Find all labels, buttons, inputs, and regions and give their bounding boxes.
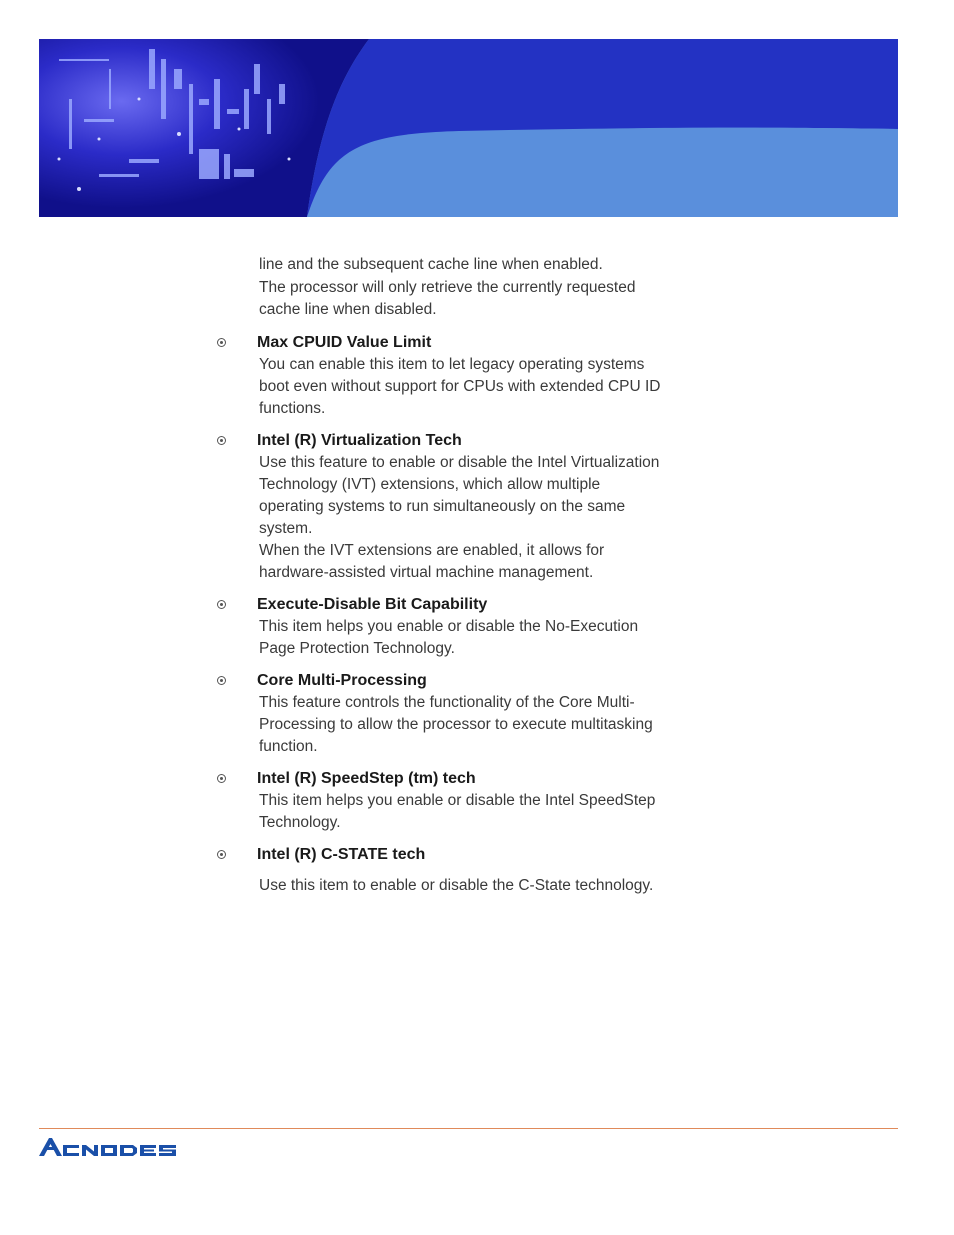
intro-line: cache line when disabled. <box>259 301 437 318</box>
acnodes-logo <box>39 1136 199 1158</box>
item-description <box>0 354 954 420</box>
description-line: Technology (IVT) extensions, which allow multiple <box>259 475 601 493</box>
item-description <box>0 452 954 584</box>
item-title: Intel (R) SpeedStep (tm) tech <box>257 769 476 787</box>
description-line: Page Protection Technology. <box>259 639 455 657</box>
bullet-icon <box>217 600 226 609</box>
item-description <box>0 875 954 897</box>
item-title: Intel (R) Virtualization Tech <box>257 431 462 449</box>
header-banner <box>39 39 898 217</box>
bullet-icon <box>217 338 226 347</box>
bullet-icon <box>217 774 226 783</box>
bios-item-max-cpuid <box>0 332 954 420</box>
description-line: system. <box>259 519 313 537</box>
bios-item-c-state <box>0 844 954 897</box>
description-line: operating systems to run simultaneously on the same <box>259 497 626 515</box>
bios-item-execute-disable <box>0 594 954 660</box>
description-line: This item helps you enable or disable the No-Execution <box>259 617 639 635</box>
bios-item-virtualization <box>0 430 954 584</box>
bullet-icon <box>217 850 226 859</box>
intro-line: The processor will only retrieve the currently requested <box>259 278 636 296</box>
page-content <box>0 254 954 897</box>
bios-item-core-multi-processing <box>0 670 954 758</box>
footer-divider <box>39 1128 898 1129</box>
description-line: You can enable this item to let legacy operating systems <box>259 355 645 373</box>
description-line: boot even without support for CPUs with extended CPU ID <box>259 377 661 395</box>
description-line: functions. <box>259 399 326 417</box>
bullet-icon <box>217 436 226 445</box>
item-title: Max CPUID Value Limit <box>257 333 432 351</box>
description-line: function. <box>259 737 318 755</box>
description-line: hardware-assisted virtual machine management. <box>259 563 594 581</box>
item-title: Execute-Disable Bit Capability <box>257 595 488 613</box>
bios-item-speedstep <box>0 768 954 834</box>
item-title: Intel (R) C-STATE tech <box>257 845 426 863</box>
bullet-icon <box>217 676 226 685</box>
intro-line: line and the subsequent cache line when enabled. <box>259 256 603 273</box>
description-line: Use this feature to enable or disable the Intel Virtualization <box>259 453 660 471</box>
item-title: Core Multi-Processing <box>257 671 427 689</box>
description-line: Use this item to enable or disable the C-State technology. <box>259 876 654 894</box>
description-line: Technology. <box>259 813 341 831</box>
description-line: Processing to allow the processor to execute multitasking <box>259 715 653 733</box>
item-description <box>0 790 954 834</box>
description-line: This item helps you enable or disable the Intel SpeedStep <box>259 791 656 809</box>
item-description <box>0 692 954 758</box>
item-description <box>0 616 954 660</box>
description-line: This feature controls the functionality of the Core Multi- <box>259 693 635 711</box>
intro-paragraph <box>259 254 729 322</box>
acnodes-logo-image <box>39 1136 199 1158</box>
circuit-board-image <box>39 39 898 217</box>
description-line: When the IVT extensions are enabled, it allows for <box>259 541 605 559</box>
